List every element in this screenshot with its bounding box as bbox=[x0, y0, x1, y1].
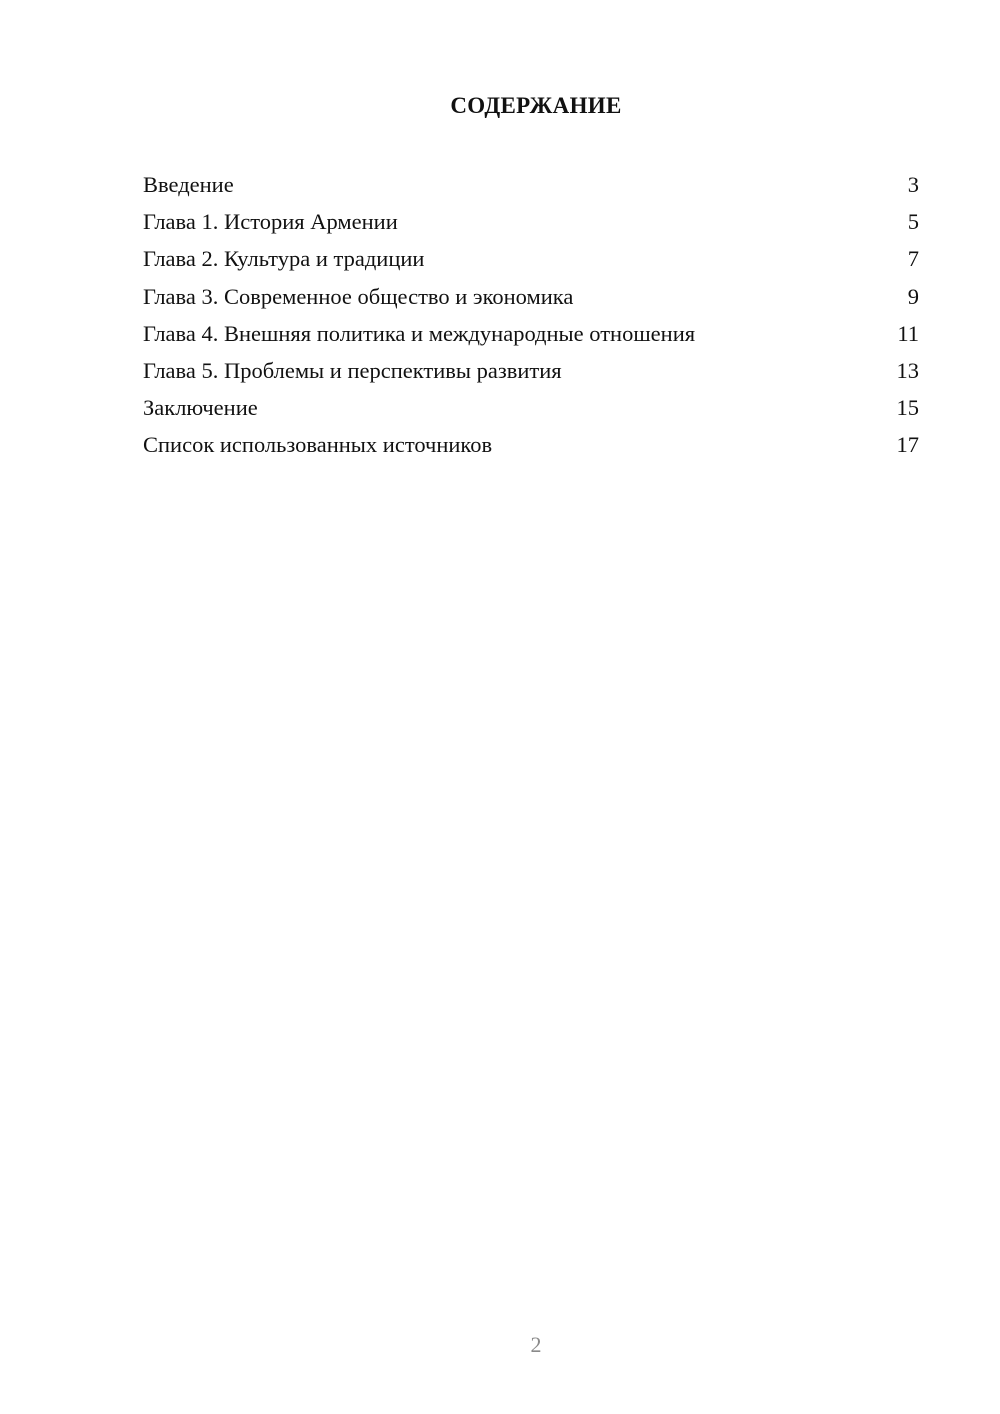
toc-entry-label: Глава 2. Культура и традиции bbox=[143, 246, 425, 272]
toc-entry-label: Список использованных источников bbox=[143, 432, 493, 458]
toc-entry-chapter-3 bbox=[143, 282, 919, 319]
toc-entry-chapter-4 bbox=[143, 319, 919, 356]
toc-entry-page: 5 bbox=[907, 209, 919, 235]
toc-entry-label: Глава 5. Проблемы и перспективы развития bbox=[143, 357, 562, 383]
toc-entry-conclusion bbox=[143, 393, 919, 430]
toc-entry-chapter-1 bbox=[143, 207, 919, 244]
toc-entry-label: Введение bbox=[143, 172, 234, 197]
toc-entry-page: 17 bbox=[896, 432, 919, 458]
toc-entry-page: 9 bbox=[907, 283, 919, 309]
toc-entry-page: 7 bbox=[907, 246, 919, 272]
toc-entry-chapter-5 bbox=[143, 356, 919, 393]
page-number: 2 bbox=[530, 1332, 542, 1357]
toc-entry-page: 13 bbox=[896, 357, 919, 383]
toc-entry-introduction bbox=[143, 170, 919, 207]
table-of-contents bbox=[143, 170, 919, 468]
toc-entry-label: Глава 3. Современное общество и экономика bbox=[143, 283, 574, 309]
toc-entry-label: Заключение bbox=[143, 395, 258, 421]
toc-entry-page: 3 bbox=[907, 172, 919, 197]
toc-entry-label: Глава 1. История Армении bbox=[143, 209, 398, 235]
toc-entry-label: Глава 4. Внешняя политика и международные отношения bbox=[143, 320, 696, 346]
toc-entry-page: 15 bbox=[896, 395, 919, 421]
toc-entry-chapter-2 bbox=[143, 244, 919, 281]
page-title: СОДЕРЖАНИЕ bbox=[450, 93, 622, 118]
toc-entry-references bbox=[143, 430, 919, 467]
toc-entry-page: 11 bbox=[897, 320, 919, 346]
